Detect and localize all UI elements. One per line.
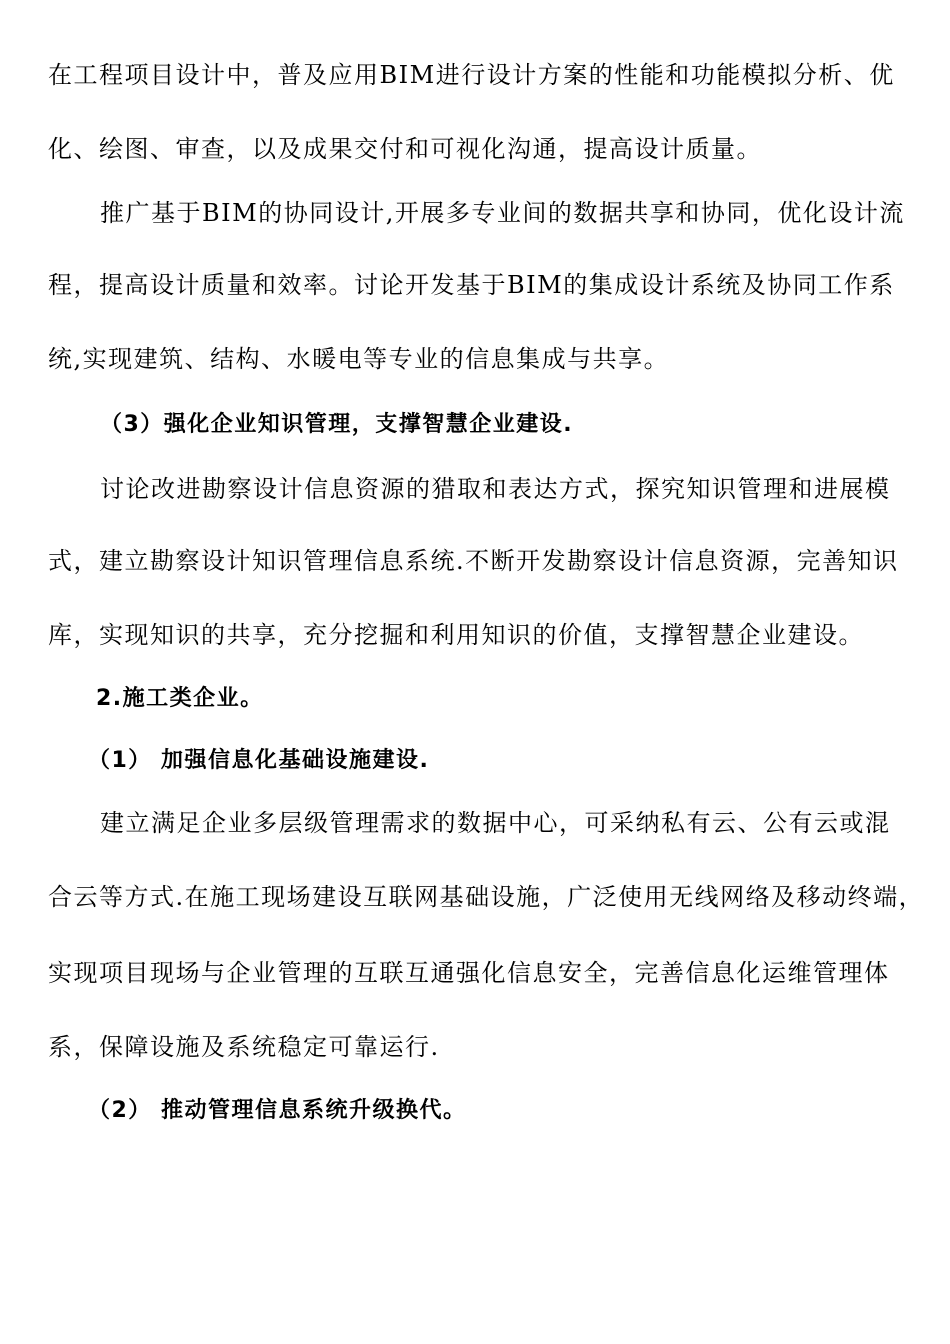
paragraph-line: 讨论改进勘察设计信息资源的猎取和表达方式，探究知识管理和进展模 bbox=[100, 475, 891, 503]
paragraph-line: 建立满足企业多层级管理需求的数据中心，可采纳私有云、公有云或混 bbox=[100, 809, 891, 837]
subsection-heading: （1） 加强信息化基础设施建设. bbox=[88, 748, 430, 773]
paragraph-line: 实现项目现场与企业管理的互联互通强化信息安全，完善信息化运维管理体 bbox=[48, 959, 890, 987]
paragraph-line: 式，建立勘察设计知识管理信息系统.不断开发勘察设计信息资源，完善知识 bbox=[48, 547, 899, 575]
paragraph-line: 化、绘图、审查，以及成果交付和可视化沟通，提高设计质量。 bbox=[48, 135, 762, 163]
paragraph-line: 程，提高设计质量和效率。讨论开发基于BIM的集成设计系统及协同工作系 bbox=[48, 271, 895, 299]
paragraph-line: 合云等方式.在施工现场建设互联网基础设施，广泛使用无线网络及移动终端， bbox=[48, 883, 925, 911]
paragraph-line: 库，实现知识的共享，充分挖掘和利用知识的价值，支撑智慧企业建设。 bbox=[48, 621, 864, 649]
paragraph-line: 推广基于BIM的协同设计,开展多专业间的数据共享和协同，优化设计流 bbox=[100, 199, 905, 227]
section-heading: （3）强化企业知识管理，支撑智慧企业建设. bbox=[100, 412, 574, 437]
paragraph-line: 统,实现建筑、结构、水暖电等专业的信息集成与共享。 bbox=[48, 345, 670, 373]
subsection-heading: （2） 推动管理信息系统升级换代。 bbox=[88, 1098, 467, 1123]
section-heading: 2.施工类企业。 bbox=[96, 686, 264, 711]
paragraph-line: 系，保障设施及系统稳定可靠运行. bbox=[48, 1033, 440, 1061]
paragraph-line: 在工程项目设计中，普及应用BIM进行设计方案的性能和功能模拟分析、优 bbox=[48, 61, 895, 89]
